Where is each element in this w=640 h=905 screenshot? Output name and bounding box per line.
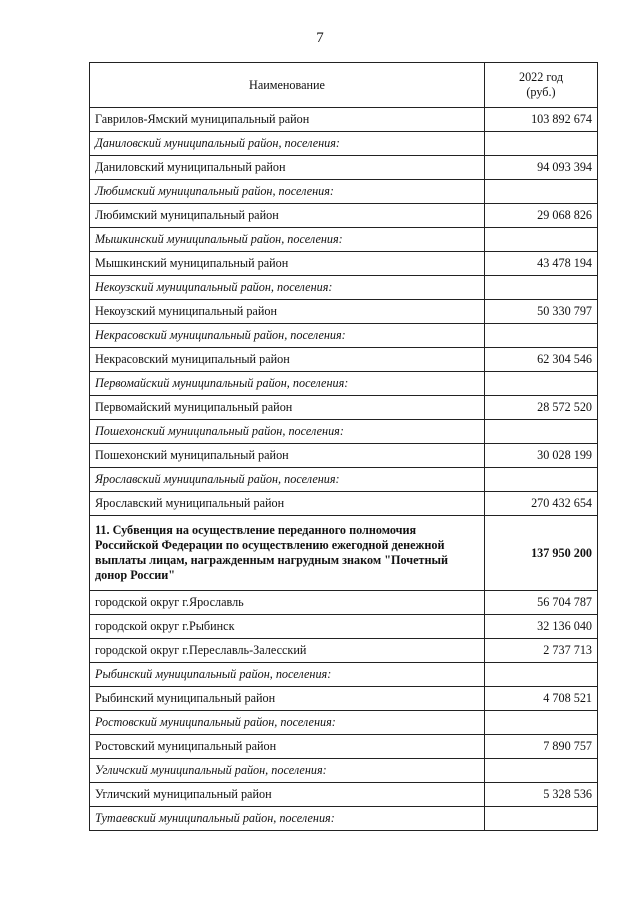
row-name: Пошехонский муниципальный район [90, 444, 485, 468]
row-name: Тутаевский муниципальный район, поселения: [90, 807, 485, 831]
table-row [90, 783, 598, 807]
table-row [90, 591, 598, 615]
subheading-row [90, 468, 598, 492]
row-name: городской округ г.Рыбинск [90, 615, 485, 639]
table-row [90, 735, 598, 759]
table-row [90, 444, 598, 468]
row-name: Мышкинский муниципальный район [90, 252, 485, 276]
row-name: Некоузский муниципальный район, поселения: [90, 276, 485, 300]
row-amount [485, 276, 598, 300]
row-name: Рыбинский муниципальный район [90, 687, 485, 711]
row-amount: 28 572 520 [485, 396, 598, 420]
row-amount: 5 328 536 [485, 783, 598, 807]
row-amount [485, 180, 598, 204]
row-name: Рыбинский муниципальный район, поселения: [90, 663, 485, 687]
row-amount: 62 304 546 [485, 348, 598, 372]
table-row [90, 639, 598, 663]
row-name: Ярославский муниципальный район [90, 492, 485, 516]
row-amount: 270 432 654 [485, 492, 598, 516]
subheading-row [90, 663, 598, 687]
row-name: Любимский муниципальный район, поселения: [90, 180, 485, 204]
row-amount [485, 372, 598, 396]
row-amount: 32 136 040 [485, 615, 598, 639]
row-amount [485, 468, 598, 492]
row-amount: 30 028 199 [485, 444, 598, 468]
section-row [90, 516, 598, 591]
column-header-unit: (руб.) [526, 85, 556, 99]
row-name: Ярославский муниципальный район, поселения: [90, 468, 485, 492]
subheading-row [90, 276, 598, 300]
row-name: Любимский муниципальный район [90, 204, 485, 228]
row-amount: 29 068 826 [485, 204, 598, 228]
row-name: Мышкинский муниципальный район, поселения: [90, 228, 485, 252]
row-name: Некрасовский муниципальный район [90, 348, 485, 372]
row-name: Первомайский муниципальный район, поселения: [90, 372, 485, 396]
table-header [90, 63, 598, 108]
subheading-row [90, 180, 598, 204]
budget-table [89, 62, 598, 831]
row-amount: 2 737 713 [485, 639, 598, 663]
table-row [90, 492, 598, 516]
table-row [90, 204, 598, 228]
row-amount: 56 704 787 [485, 591, 598, 615]
subheading-row [90, 420, 598, 444]
row-amount: 50 330 797 [485, 300, 598, 324]
column-header-amount [485, 63, 598, 108]
row-amount: 94 093 394 [485, 156, 598, 180]
subheading-row [90, 759, 598, 783]
row-name: Угличский муниципальный район [90, 783, 485, 807]
row-amount [485, 711, 598, 735]
row-amount: 137 950 200 [485, 516, 598, 591]
subheading-row [90, 711, 598, 735]
row-amount: 43 478 194 [485, 252, 598, 276]
row-name: 11. Субвенция на осуществление переданного полномочия Российской Федерации по осуществлению ежегодной денежной выплаты лицам, награжденным нагрудным знаком "Почетный донор России" [90, 516, 485, 591]
subheading-row [90, 807, 598, 831]
table-row [90, 687, 598, 711]
table-row [90, 396, 598, 420]
row-amount: 103 892 674 [485, 108, 598, 132]
row-name: Некоузский муниципальный район [90, 300, 485, 324]
row-amount [485, 759, 598, 783]
row-name: Ростовский муниципальный район [90, 735, 485, 759]
row-amount [485, 807, 598, 831]
subheading-row [90, 324, 598, 348]
page-number: 7 [316, 30, 324, 46]
row-name: Даниловский муниципальный район, поселения: [90, 132, 485, 156]
table-row [90, 108, 598, 132]
table-body [90, 108, 598, 831]
column-header-year: 2022 год [518, 69, 564, 84]
row-name: Гаврилов-Ямский муниципальный район [90, 108, 485, 132]
row-name: Угличский муниципальный район, поселения: [90, 759, 485, 783]
table-row [90, 156, 598, 180]
row-amount: 7 890 757 [485, 735, 598, 759]
row-amount [485, 420, 598, 444]
row-amount [485, 324, 598, 348]
row-name: Первомайский муниципальный район [90, 396, 485, 420]
row-name: Ростовский муниципальный район, поселения: [90, 711, 485, 735]
row-name: городской округ г.Переславль-Залесский [90, 639, 485, 663]
row-name: Некрасовский муниципальный район, поселения: [90, 324, 485, 348]
row-amount [485, 228, 598, 252]
table-row [90, 300, 598, 324]
table-row [90, 252, 598, 276]
row-name: Пошехонский муниципальный район, поселения: [90, 420, 485, 444]
row-amount: 4 708 521 [485, 687, 598, 711]
column-header-name: Наименование [90, 63, 485, 108]
row-name: Даниловский муниципальный район [90, 156, 485, 180]
row-amount [485, 132, 598, 156]
table-row [90, 348, 598, 372]
subheading-row [90, 132, 598, 156]
row-amount [485, 663, 598, 687]
row-name: городской округ г.Ярославль [90, 591, 485, 615]
subheading-row [90, 228, 598, 252]
subheading-row [90, 372, 598, 396]
table-row [90, 615, 598, 639]
